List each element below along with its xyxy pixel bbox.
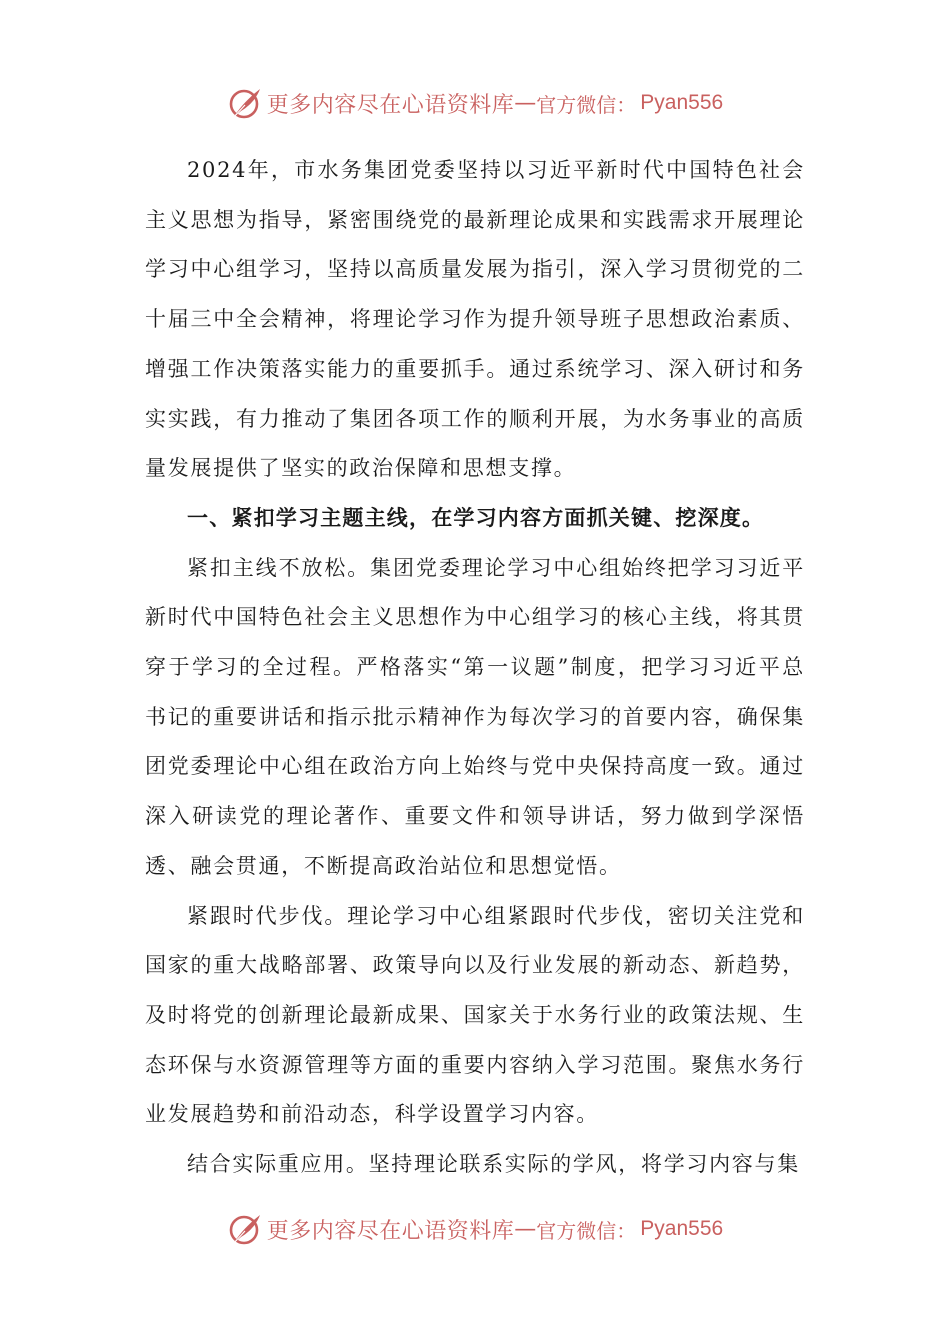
quill-logo-icon <box>227 1211 263 1247</box>
body-paragraph: 结合实际重应用。坚持理论联系实际的学风，将学习内容与集 <box>187 1152 800 1177</box>
banner-text: 更多内容尽在心语资料库 <box>266 1218 515 1244</box>
banner-contact-id: Pyan556 <box>640 91 724 114</box>
banner-dash: — <box>514 1216 537 1242</box>
body-paragraph: 紧扣主线不放松。集团党委理论学习中心组始终把学习习近平新时代中国特色社会主义思想作为中心组学习的核心主线，将其贯穿于学习的全过程。严格落实“第一议题”制度，把学习习近平总书记的重要讲话和指示批示精神作为每次学习的首要内容，确保集团党委理论中心组在政治方向上始终与党中央保持高度一致。通过深入研读党的理论著作、重要文件和领导讲话，努力做到学深悟透、融会贯通，不断提高政治站位和思想觉悟。 <box>145 555 805 878</box>
quill-logo-icon <box>227 85 263 121</box>
banner-text: 更多内容尽在心语资料库 <box>266 92 515 118</box>
body-paragraph: 紧跟时代步伐。理论学习中心组紧跟时代步伐，密切关注党和国家的重大战略部署、政策导向以及行业发展的新动态、新趋势，及时将党的创新理论最新成果、国家关于水务行业的政策法规、生态环保与水资源管理等方面的重要内容纳入学习范围。聚焦水务行业发展趋势和前沿动态，科学设置学习内容。 <box>145 903 805 1127</box>
document-body <box>145 146 805 1190</box>
banner-contact-label: 官方微信： <box>536 1218 637 1243</box>
header-banner <box>0 83 950 123</box>
banner-dash: — <box>514 90 537 116</box>
banner-contact-id: Pyan556 <box>640 1217 724 1240</box>
banner-contact-label: 官方微信： <box>536 92 637 117</box>
section-heading: 一、紧扣学习主题主线，在学习内容方面抓关键、挖深度。 <box>187 505 765 530</box>
intro-paragraph: 2024年，市水务集团党委坚持以习近平新时代中国特色社会主义思想为指导，紧密围绕党的最新理论成果和实践需求开展理论学习中心组学习，坚持以高质量发展为指引，深入学习贯彻党的二十届三中全会精神，将理论学习作为提升领导班子思想政治素质、增强工作决策落实能力的重要抓手。通过系统学习、深入研讨和务实实践，有力推动了集团各项工作的顺利开展，为水务事业的高质量发展提供了坚实的政治保障和思想支撑。 <box>145 158 805 481</box>
footer-banner <box>0 1209 950 1249</box>
